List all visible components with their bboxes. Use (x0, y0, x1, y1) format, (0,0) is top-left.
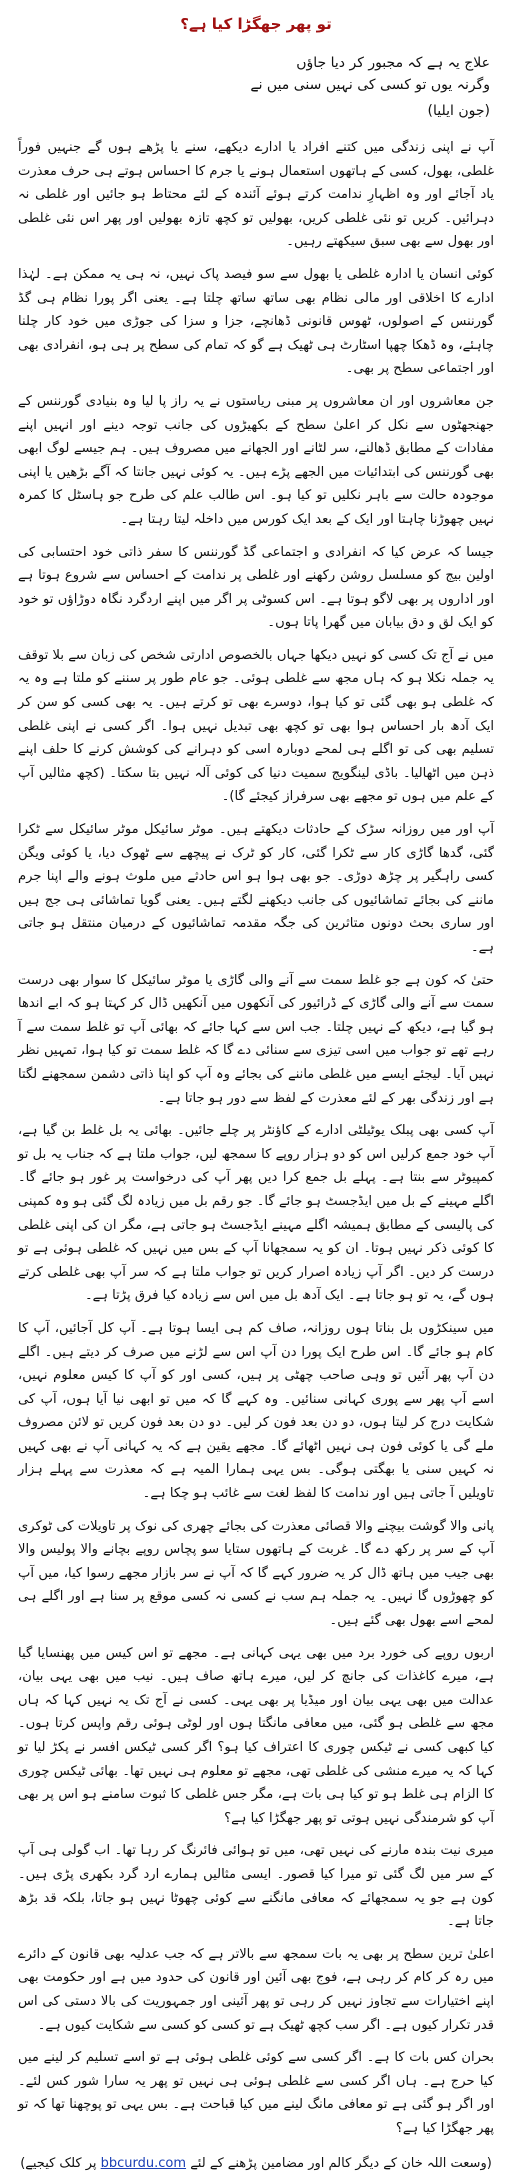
paragraph: بحران کس بات کا ہے۔ اگر کسی سے کوئی غلطی ہوئی ہے تو اسے تسلیم کر لینے میں کیا حرج ہے۔ ہاں اگر کسی سے غلطی ہوئی ہی نہیں تو پھر یہ سارا شور کس لئے۔ اور اگر ہو گئی ہے تو معافی مانگ لینے میں کیا قباحت ہے۔ بس یہی تو پوچھنا تھا کہ تو پھر جھگڑا کیا ہے؟ (18, 2050, 494, 2136)
paragraph: میں نے آج تک کسی کو نہیں دیکھا جہاں بالخصوص ادارتی شخص کی زبان سے بلا توقف یہ جملہ نکلا ہو کہ ہاں مجھ سے غلطی ہوئی۔ جو عام طور پر سننے کو ملتا ہے وہ یہ کہ غلطی ہو بھی گئی تو کیا ہوا، دوسرے بھی تو کرتے ہیں۔ یہ بھی کسی کو سن کر ایک آدھ بار احساس ہوا بھی تو کچھ بھی تبدیل نہیں ہوا۔ اگر کسی نے اپنی غلطی تسلیم بھی کی تو اگلے ہی لمحے دوبارہ اسی کو دہرانے کی کوشش کرنے کا حلف اپنے ذہن میں اٹھالیا۔ باڈی لینگویج سمیت دنیا کی کوئی آلہ نہیں بتا سکتا۔ (کچھ مثالیں آپ کے علم میں ہوں تو مجھے بھی سرفراز کیجئے گا)۔ (18, 647, 494, 805)
paragraph: حتیٰ کہ کون ہے جو غلط سمت سے آنے والی گاڑی یا موٹر سائیکل کا سوار بھی درست سمت سے آنے والی گاڑی کے ڈرائیور کی آنکھوں میں آنکھیں ڈال کر کہتا ہو کہ ابے اندھا ہو گیا ہے، دیکھ کے نہیں چلتا۔ جب اس سے کہا جائے کہ بھائی آپ تو غلط سمت سے آ رہے تھے تو جواب میں اسی تیزی سے سنائی دے گا کہ غلط سمت تو کیا ہوا، تمہیں نظر نہیں آیا۔ لیجئے ایسے میں غلطی ماننے کی بجائے وہ آپ کو اپنا ذاتی دشمن سمجھنے لگتا ہے اور زندگی بھر کے لئے معذرت کے لفظ سے دور ہو جاتا ہے۔ (18, 972, 494, 1106)
verse-attribution: (جون ایلیا) (427, 103, 490, 119)
paragraph: پانی والا گوشت بیچنے والا قصائی معذرت کی بجائے چھری کی نوک پر تاویلات کی ٹوکری آپ کے سر پر رکھ دے گا۔ غربت کے ہاتھوں ستایا سو پچاس روپے بچانے والا پولیس والا بھی جیب میں ہاتھ ڈال کر یہ ضرور کہے گا کہ آپ نے سر بازار مجھے رسوا کیا، میں آپ کو چھوڑوں گا نہیں۔ یہ جملہ ہم سب نے کسی نہ کسی موقع پر سنا ہے اور اگلے ہی لمحے اسے بھول بھی گئے ہیں۔ (18, 1518, 494, 1629)
paragraph: آپ کسی بھی پبلک یوٹیلٹی ادارے کے کاؤنٹر پر چلے جائیں۔ بھائی یہ بل غلط بن گیا ہے، آپ خود جمع کرلیں اس کو دو ہزار روپے کا سمجھ لیں، جواب ملتا ہے کہ جناب یہ بل تو کمپیوٹر سے بنتا ہے۔ پہلے بل جمع کرا دیں پھر آپ کی درخواست پر غور ہو جائے گا۔ اگلے مہینے کے بل میں ایڈجسٹ ہو جائے گا۔ جو رقم بل میں زیادہ لگ گئی ہو وہ کمپنی کی پالیسی کے مطابق ہمیشہ اگلے مہینے ایڈجسٹ ہو جاتی ہے، مگر ان کی اپنی غلطی کا کوئی ذکر نہیں ہوتا۔ ان کو یہ سمجھانا آپ کے بس میں نہیں کہ غلطی ہوئی ہے تو درست کر دیں۔ اگر آپ زیادہ اصرار کریں تو جواب ملتا ہے کہ سر آپ بھی غلطی کرتے ہوں گے، یہ تو ہو جاتا ہے۔ ایک آدھ بل میں اس سے زیادہ کیا فرق پڑتا ہے۔ (18, 1123, 494, 1304)
paragraph: جن معاشروں اور ان معاشروں پر مبنی ریاستوں نے یہ راز پا لیا وہ بنیادی گورننس کے جھنجھٹوں سے نکل کر اعلیٰ سطح کے بکھیڑوں کی جانب توجہ دینے اور انہیں اپنے مفادات کے مطابق ڈھالنے، سر لٹانے اور الجھانے میں مصروف ہیں۔ ہم جیسے لوگ ابھی بھی گورننس کی ابتدائیات میں الجھے پڑے ہیں۔ یہ کوئی نہیں جانتا کہ آگے بڑھیں یا اپنی موجودہ حالت سے باہر نکلیں تو کیا ہو۔ اس طالب علم کی طرح جو ہاسٹل کا کمرہ نہیں چھوڑنا چاہتا اور ایک کے بعد ایک کورس میں داخلہ لیتا رہتا ہے۔ (18, 393, 494, 527)
footer-suffix: پر کلک کیجیے) (20, 2155, 97, 2171)
article-footer (18, 2153, 494, 2175)
article-title: تو پھر جھگڑا کیا ہے؟ (180, 15, 332, 33)
paragraph: میں سینکڑوں بل بناتا ہوں روزانہ، صاف کم ہی ایسا ہوتا ہے۔ آپ کل آجائیں، آپ کا کام ہو جائے گا۔ اس طرح ایک پورا دن آپ اس سے لڑنے میں صرف کر دیتے ہیں۔ اگلے دن آپ پھر آئیں تو وہی صاحب چھٹی پر ہیں، کسی اور کو آپ کا کیس معلوم نہیں، اسے آپ پھر سے پوری کہانی سنائیں۔ وہ کہے گا کہ میں تو ابھی نیا آیا ہوں، آپ کی شکایت درج کر لیتا ہوں، دو دن بعد فون کر لیں۔ دو دن بعد فون کریں تو لائن مصروف ملے گی یا کوئی فون ہی نہیں اٹھائے گا۔ مجھے یقین ہے کہ یہ کہانی آپ نے بھی کہیں نہ کہیں سنی یا بھگتی ہوگی۔ بس یہی ہمارا المیہ ہے کہ معذرت سے پہلے ہزار تاویلیں آ جاتی ہیں اور ندامت کا لفظ لغت سے غائب ہو چکا ہے۔ (18, 1320, 494, 1502)
paragraph: آپ اور میں روزانہ سڑک کے حادثات دیکھتے ہیں۔ موٹر سائیکل موٹر سائیکل سے ٹکرا گئی، گدھا گاڑی کار سے ٹکرا گئی، کار کو ٹرک نے پیچھے سے ٹھوک دیا، یا کوئی ویگن کسی راہگیر پر چڑھ دوڑی۔ جو بھی ہوا ہو اس حادثے میں ملوث ہونے والے اپنا جرم ماننے کی بجائے تماشائیوں کی جانب دیکھنے لگتے ہیں۔ یعنی گویا تماشائی ہی جج ہیں اور ساری بحث دونوں متاثرین کی جگہ مقدمہ تماشائیوں کے درمیان منتقل ہو جاتی ہے۔ (18, 822, 494, 955)
article-body (18, 136, 494, 2141)
paragraph: میری نیت بندہ مارنے کی نہیں تھی، میں تو ہوائی فائرنگ کر رہا تھا۔ اب گولی ہی آپ کے سر میں لگ گئی تو میرا کیا قصور۔ ایسی مثالیں ہمارے ارد گرد بکھری پڑی ہیں۔ کون ہے جو یہ سمجھائے کہ معافی مانگنے سے کوئی چھوٹا نہیں ہو جاتا، بلکہ قد بڑھ جاتا ہے۔ (18, 1843, 494, 1930)
verse-line-1: علاج یہ ہے کہ مجبور کر دیا جاؤں (296, 55, 490, 71)
paragraph: اعلیٰ ترین سطح پر بھی یہ بات سمجھ سے بالاتر ہے کہ جب عدلیہ بھی قانون کے دائرے میں رہ کر کام کر رہی ہے، فوج بھی آئین اور قانون کی حدود میں ہے اور حکومت بھی اپنے اختیارات سے تجاوز نہیں کر رہی تو پھر آئینی اور جمہوریت کی بالا دستی کی اس قدر تکرار کیوں ہے۔ اگر سب کچھ ٹھیک ہے تو کسی کو کسی سے شکایت کیوں ہے۔ (18, 1946, 494, 2033)
paragraph: اربوں روپے کی خورد برد میں بھی یہی کہانی ہے۔ مجھے تو اس کیس میں پھنسایا گیا ہے، میرے کاغذات کی جانچ کر لیں، میرے ہاتھ صاف ہیں۔ نیب میں بھی یہی بیان، عدالت میں بھی یہی بیان اور میڈیا پر بھی یہی۔ کسی نے آج تک یہ نہیں کہا کہ ہاں مجھ سے غلطی ہو گئی، میں معافی مانگتا ہوں اور لوٹی ہوئی رقم واپس کرتا ہوں۔ کیا کبھی کسی نے ٹیکس چوری کا اعتراف کیا ہو؟ اگر کسی ٹیکس افسر نے پکڑ لیا تو کہا کہ یہ میرے منشی کی غلطی تھی، مجھے تو معلوم ہی نہیں تھا۔ بھائی ٹیکس چوری کا الزام ہی غلط ہو تو کیا ہی بات ہے، مگر جس غلطی کا ثبوت سامنے ہو اس پر بھی آپ کو شرمندگی نہیں ہوتی تو پھر جھگڑا کیا ہے؟ (18, 1645, 494, 1826)
footer-prefix: (وسعت اللہ خان کے دیگر کالم اور مضامین پڑھنے کے لئے (190, 2155, 492, 2171)
paragraph: کوئی انسان یا ادارہ غلطی یا بھول سے سو فیصد پاک نہیں، نہ ہی یہ ممکن ہے۔ لہٰذا ادارے کا اخلاقی اور مالی نظام بھی ساتھ ساتھ چلتا ہے۔ یعنی اگر پورا نظام ہی گڈ گورننس کے اصولوں، ٹھوس قانونی ڈھانچے، جزا و سزا کی جوڑی میں خود کار چلنا چاہئے، وہ ڈھکا چھپا اسٹارٹ ہی ٹھیک ہے گو کہ تمام کی سطح پر ہی ہو، انفرادی بھی اور اجتماعی سطح پر بھی۔ (18, 266, 494, 377)
verse-line-2: وگرنہ یوں تو کسی کی نہیں سنی میں نے (250, 77, 490, 93)
paragraph: جیسا کہ عرض کیا کہ انفرادی و اجتماعی گڈ گورننس کا سفر ذاتی خود احتسابی کی اولین بیج کو مسلسل روشن رکھنے اور غلطی پر ندامت کے احساس سے شروع ہوتا ہے اور اداروں پر بھی لاگو ہوتا ہے۔ اس کسوٹی پر اگر میں اپنے اردگرد نگاہ دوڑاؤں تو خود کو ایک لق و دق بیابان میں گھرا پاتا ہوں۔ (18, 544, 494, 631)
opening-verse (18, 52, 494, 96)
paragraph: آپ نے اپنی زندگی میں کتنے افراد یا ادارے دیکھے، سنے یا پڑھے ہوں گے جنہیں فوراً غلطی، بھول، کسی کے ہاتھوں استعمال ہونے یا جرم کا احساس ہوتے ہی حرف معذرت یاد آجائے اور وہ اظہارِ ندامت کرتے ہوئے آئندہ کے لئے محتاط ہو جائیں اور غلطی نہ دہرائیں۔ کریں تو نئی غلطی کریں، بھولیں تو کچھ تازہ بھولیں اور پھر اس نئی غلطی اور بھول سے بھی سبق سیکھتے رہیں۔ (18, 140, 494, 250)
bbcurdu-link[interactable]: bbcurdu.com (100, 2155, 187, 2171)
